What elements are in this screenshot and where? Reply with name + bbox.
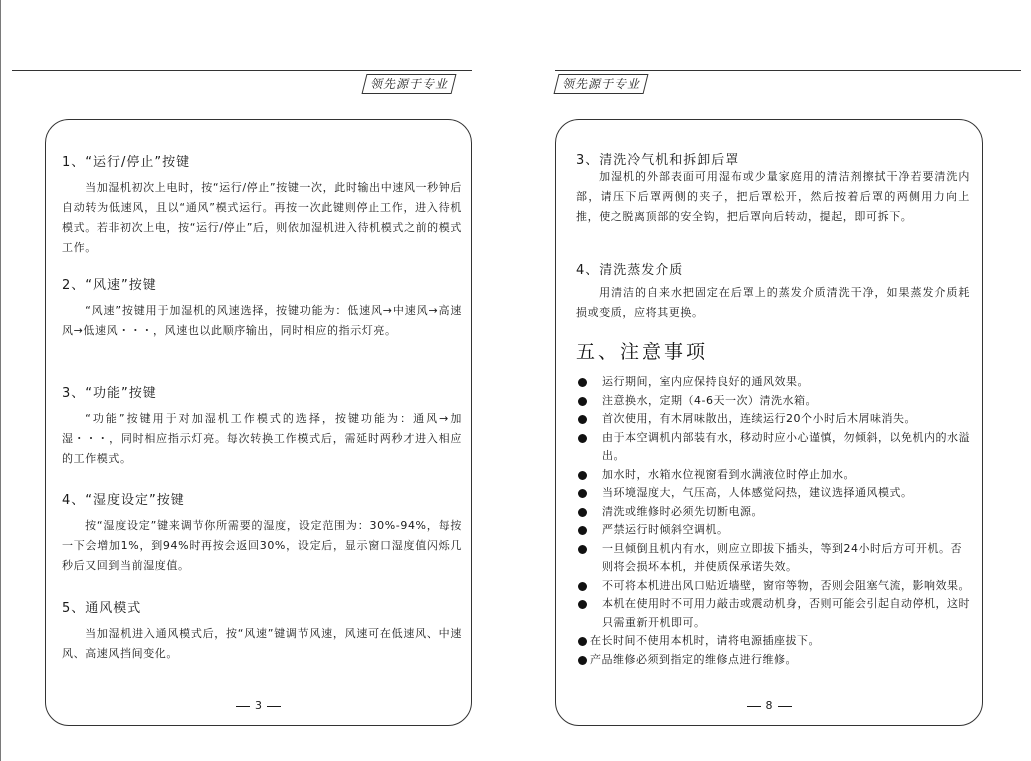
section-title-humidity-setting: 4、“湿度设定”按键: [62, 493, 185, 508]
notice-item: 当环境湿度大，气压高，人体感觉闷热，建议选择通风模式。: [576, 484, 972, 503]
notice-item: 在长时间不使用本机时，请将电源插座拔下。: [576, 632, 972, 651]
notice-item: 清洗或维修时必须先切断电源。: [576, 503, 972, 522]
section-title-run-stop: 1、“运行/停止”按键: [62, 155, 191, 170]
bullet-icon: [578, 582, 587, 591]
section-text-ventilation-mode: 当加湿机进入通风模式后，按“风速”键调节风速，风速可在低速风、中速风、高速风挡间变化。: [62, 627, 462, 660]
page-number-left: [46, 699, 471, 712]
bullet-icon: [578, 415, 587, 424]
notice-list: [576, 373, 972, 669]
slogan-badge-right: [556, 74, 646, 94]
bullet-icon: [578, 600, 587, 609]
notice-item: 产品维修必须到指定的维修点进行维修。: [576, 651, 972, 670]
section-text-function: “功能”按键用于对加湿机工作模式的选择，按键功能为：通风→加湿・・・，同时相应指示灯亮。每次转换工作模式后，需延时两秒才进入相应的工作模式。: [62, 412, 462, 465]
bullet-icon: [578, 656, 587, 665]
bullet-icon: [578, 434, 587, 443]
section-title-clean-rear-cover: 3、清洗冷气机和拆卸后罩: [576, 153, 740, 168]
section-title-clean-evaporative-media: 4、清洗蒸发介质: [576, 263, 684, 278]
section-title-function: 3、“功能”按键: [62, 386, 157, 401]
notice-item: 运行期间，室内应保持良好的通风效果。: [576, 373, 972, 392]
notice-item: 本机在使用时不可用力敲击或震动机身，否则可能会引起自动停机，这时只需重新开机即可。: [576, 595, 972, 632]
slogan-text: 领先源于专业: [562, 77, 641, 91]
right-page-panel: [555, 119, 983, 726]
notice-item: 由于本空调机内部装有水，移动时应小心谨慎，勿倾斜，以免机内的水溢出。: [576, 429, 972, 466]
page-number-value: 8: [765, 699, 773, 712]
bullet-icon: [578, 489, 587, 498]
page-number-dash: [778, 706, 792, 707]
notice-item: 严禁运行时倾斜空调机。: [576, 521, 972, 540]
section-title-fan-speed: 2、“风速”按键: [62, 278, 157, 293]
notice-item: 不可将本机进出风口贴近墙壁，窗帘等物，否则会阻塞气流，影响效果。: [576, 577, 972, 596]
bullet-icon: [578, 471, 587, 480]
section-text-fan-speed: “风速”按键用于加湿机的风速选择，按键功能为：低速风→中速风→高速风→低速风・・・，风速也以此顺序输出，同时相应的指示灯亮。: [62, 304, 462, 337]
section-title-ventilation-mode: 5、通风模式: [62, 601, 142, 616]
section-text-clean-rear-cover: 加湿机的外部表面可用湿布或少量家庭用的清洁剂擦拭干净若要清洗内部，请压下后罩两侧的夹子，把后罩松开，然后按着后罩的两侧用力向上推，使之脱离顶部的安全钩，把后罩向后转动，提起，即可拆下。: [576, 170, 970, 223]
page-number-dash: [267, 706, 281, 707]
page-number-dash: [236, 706, 250, 707]
page-number-right: [556, 699, 982, 712]
notice-title: 五、注意事项: [576, 341, 709, 363]
notice-item: 注意换水，定期（4-6天一次）清洗水箱。: [576, 392, 972, 411]
header-rule-right: [555, 70, 1021, 71]
slogan-badge-left: [364, 74, 454, 94]
bullet-icon: [578, 378, 587, 387]
bullet-icon: [578, 637, 587, 646]
bullet-icon: [578, 508, 587, 517]
page-edge: [0, 0, 1, 761]
notice-item: 首次使用，有木屑味散出，连续运行20个小时后木屑味消失。: [576, 410, 972, 429]
bullet-icon: [578, 397, 587, 406]
page-number-value: 3: [255, 699, 262, 712]
page-number-dash: [747, 706, 761, 707]
bullet-icon: [578, 526, 587, 535]
section-text-humidity-setting: 按“湿度设定”键来调节你所需要的湿度，设定范围为：30%-94%，每按一下会增加1%，到94%时再按会返回30%，设定后，显示窗口湿度值闪烁几秒后又回到当前湿度值。: [62, 519, 462, 572]
bullet-icon: [578, 545, 587, 554]
left-page-panel: [45, 119, 472, 726]
notice-item: 加水时，水箱水位视窗看到水满液位时停止加水。: [576, 466, 972, 485]
header-rule-left: [12, 70, 472, 71]
slogan-text: 领先源于专业: [370, 77, 449, 91]
section-text-clean-evaporative-media: 用清洁的自来水把固定在后罩上的蒸发介质清洗干净，如果蒸发介质耗损或变质，应将其更换。: [576, 286, 970, 319]
notice-item: 一旦倾倒且机内有水，则应立即拔下插头，等到24小时后方可开机。否则将会损坏本机，并使质保承诺失效。: [576, 540, 972, 577]
section-text-run-stop: 当加湿机初次上电时，按“运行/停止”按键一次，此时输出中速风一秒钟后自动转为低速风，且以“通风”模式运行。再按一次此键则停止工作，进入待机模式。若非初次上电，按“运行/停止”后，则依加湿机进入待机模式之前的模式工作。: [62, 181, 462, 254]
